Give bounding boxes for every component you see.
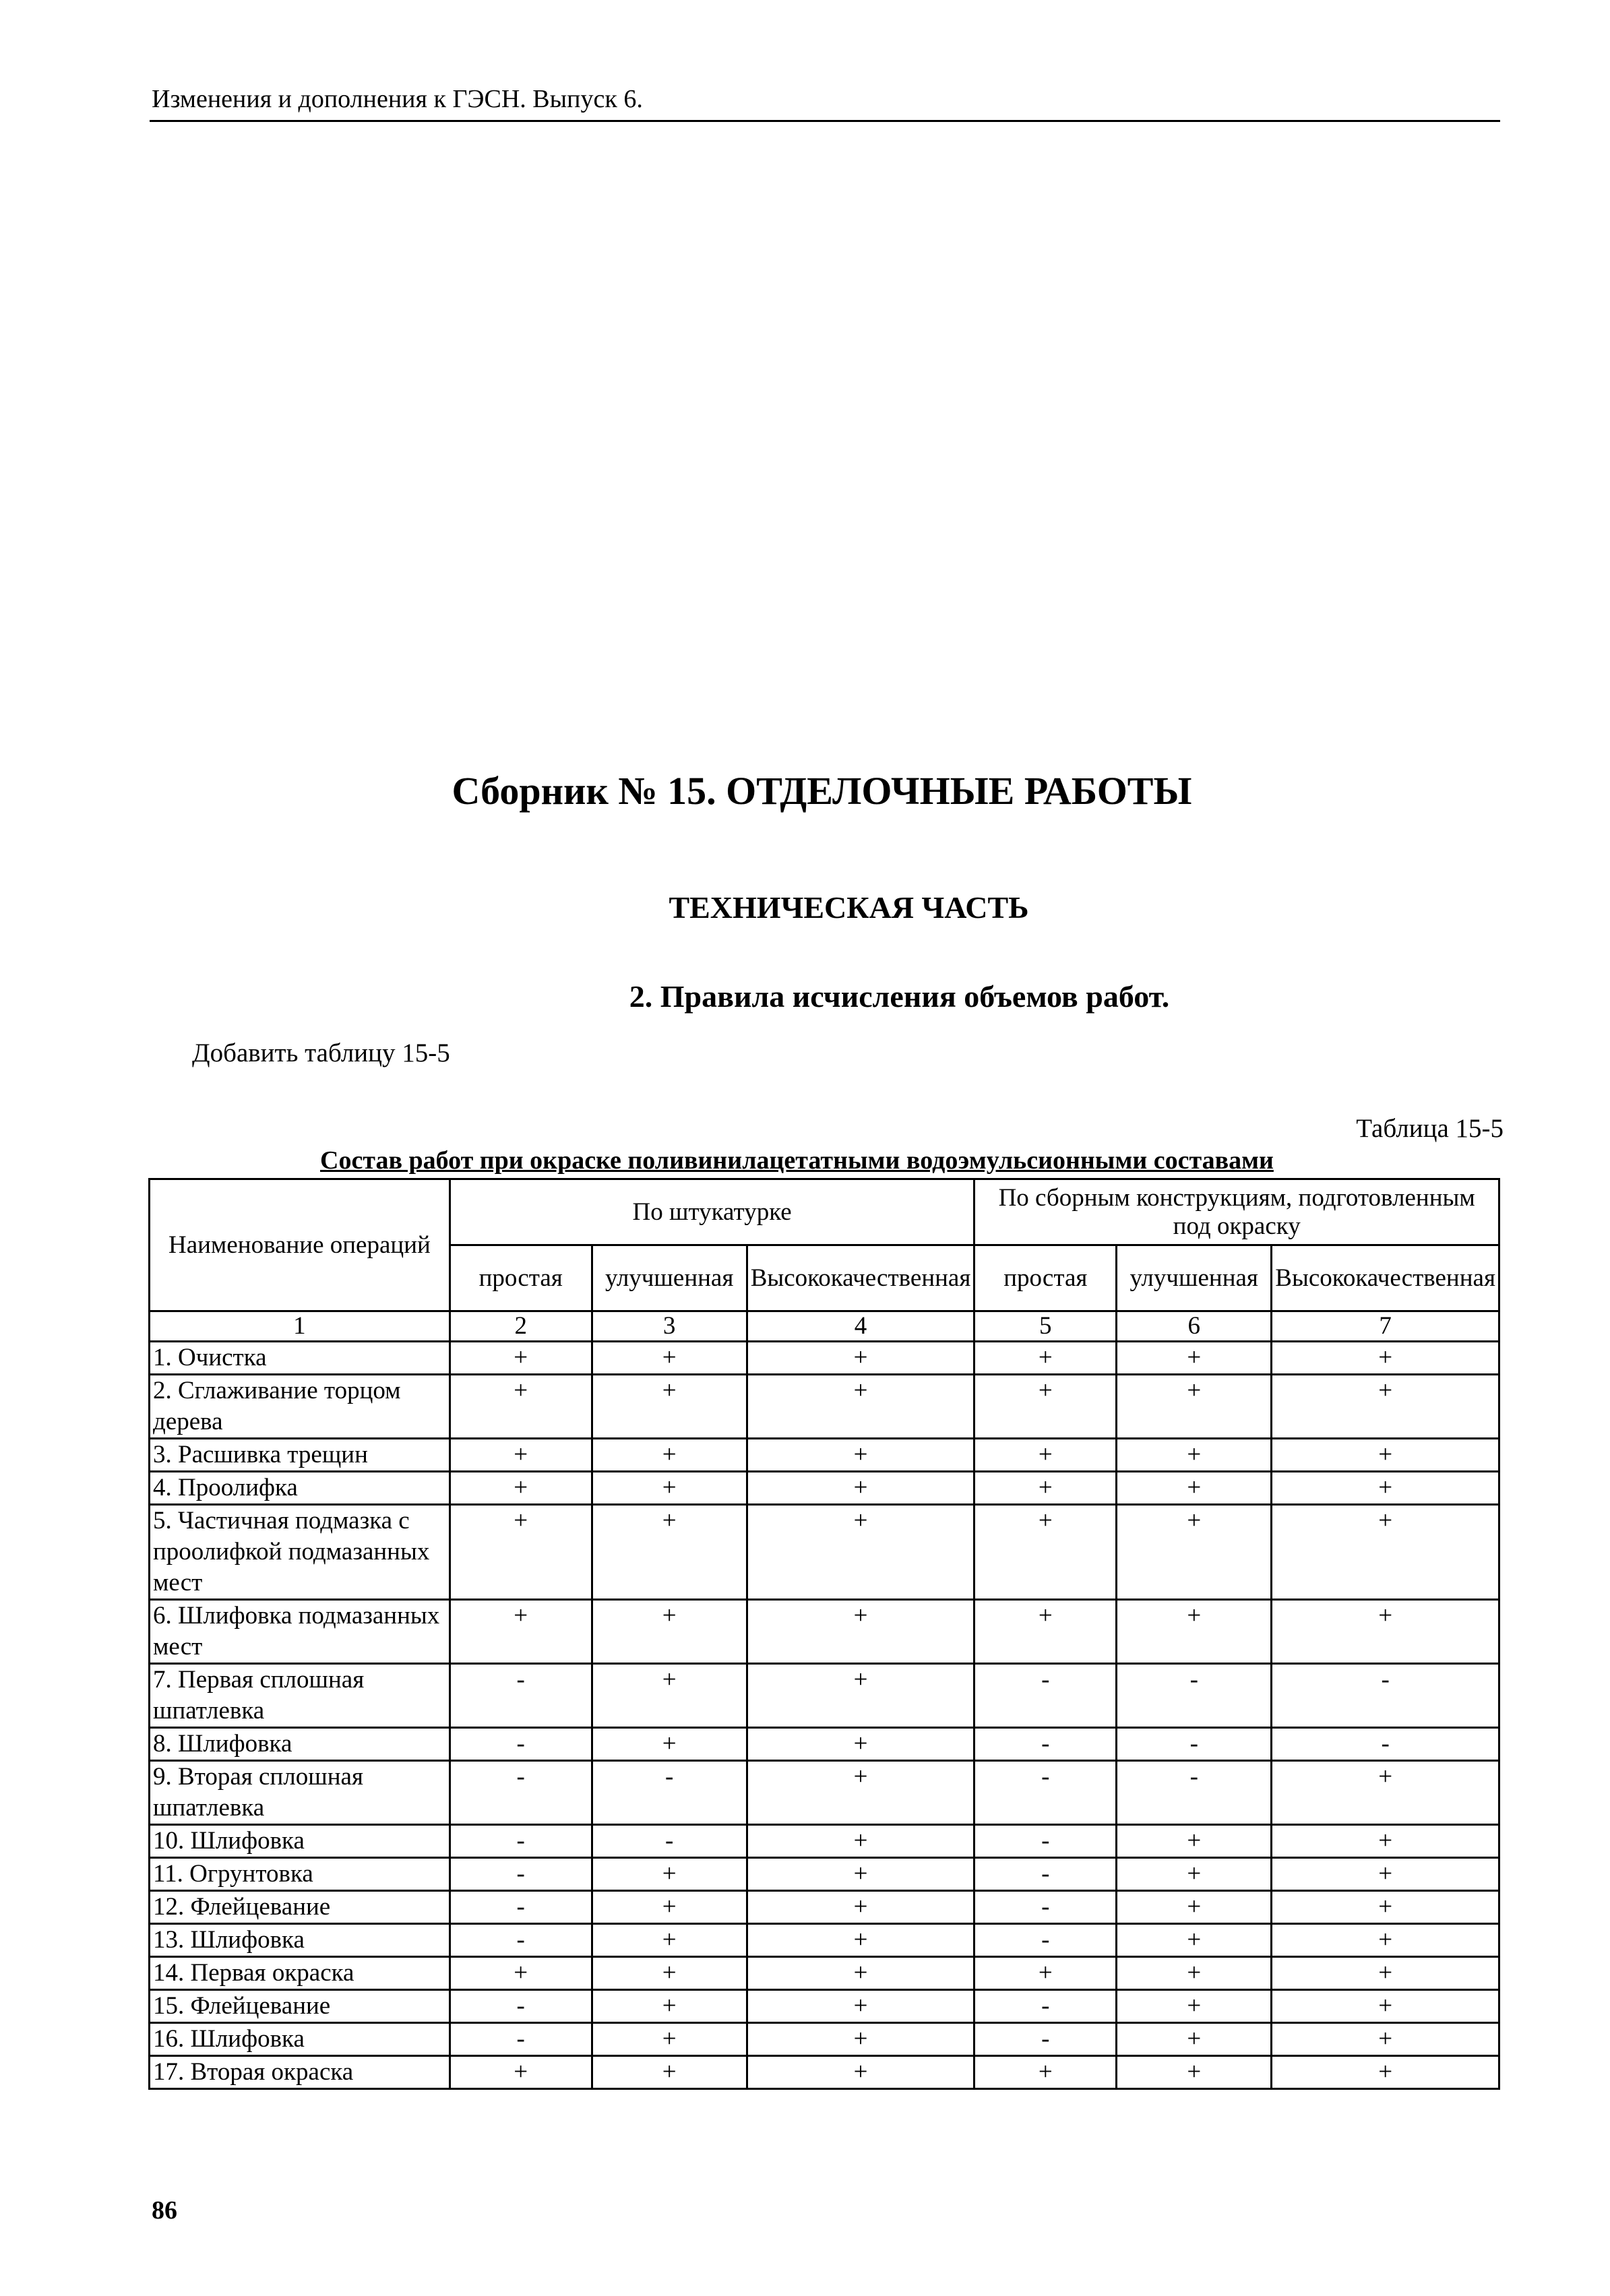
operation-mark: + (974, 2056, 1117, 2089)
header-sub: простая (974, 1245, 1117, 1311)
table-row (150, 1990, 1499, 2023)
operation-mark: + (1117, 1375, 1272, 1439)
operation-mark: + (1117, 1825, 1272, 1858)
operation-mark: + (592, 1990, 747, 2023)
operation-mark: + (747, 2023, 974, 2056)
operation-mark: + (974, 1505, 1117, 1600)
operation-mark: + (747, 1664, 974, 1728)
operation-mark: + (747, 1761, 974, 1825)
operation-mark: + (1117, 2023, 1272, 2056)
operation-mark: + (747, 1990, 974, 2023)
operation-mark: + (1272, 1825, 1499, 1858)
operation-name: 1. Очистка (150, 1342, 450, 1375)
operation-mark: - (1117, 1664, 1272, 1728)
operation-mark: + (1117, 1891, 1272, 1924)
operation-mark: + (1117, 1472, 1272, 1505)
operation-mark: - (1272, 1664, 1499, 1728)
header-sub: улучшенная (592, 1245, 747, 1311)
operation-mark: + (592, 1891, 747, 1924)
operation-mark: + (1272, 2056, 1499, 2089)
operation-mark: + (1272, 1924, 1499, 1957)
operation-name: 16. Шлифовка (150, 2023, 450, 2056)
operation-mark: - (450, 2023, 592, 2056)
column-number: 1 (150, 1311, 450, 1342)
operation-mark: + (450, 1600, 592, 1664)
header-group-plaster: По штукатурке (450, 1179, 974, 1245)
operation-name: 9. Вторая сплошная шпатлевка (150, 1761, 450, 1825)
table-header-row (150, 1179, 1499, 1245)
operation-mark: + (450, 1375, 592, 1439)
operation-name: 13. Шлифовка (150, 1924, 450, 1957)
operation-mark: - (974, 1664, 1117, 1728)
operation-name: 8. Шлифовка (150, 1728, 450, 1761)
operation-mark: + (592, 1472, 747, 1505)
column-number: 5 (974, 1311, 1117, 1342)
operation-mark: - (974, 1728, 1117, 1761)
operation-mark: + (1272, 1858, 1499, 1891)
operation-mark: - (450, 1990, 592, 2023)
table-number-row (150, 1311, 1499, 1342)
header-sub: простая (450, 1245, 592, 1311)
collection-title: Сборник № 15. ОТДЕЛОЧНЫЕ РАБОТЫ (452, 769, 1192, 813)
operation-mark: + (1117, 1858, 1272, 1891)
operation-mark: + (1117, 1342, 1272, 1375)
operation-mark: - (450, 1891, 592, 1924)
operation-mark: + (1117, 1924, 1272, 1957)
operation-mark: + (747, 1375, 974, 1439)
operation-mark: + (974, 1375, 1117, 1439)
operation-mark: + (1272, 1761, 1499, 1825)
operation-name: 15. Флейцевание (150, 1990, 450, 2023)
operation-mark: + (1272, 1957, 1499, 1990)
operation-mark: + (974, 1439, 1117, 1472)
operation-mark: - (450, 1825, 592, 1858)
operation-mark: - (974, 2023, 1117, 2056)
operation-mark: + (747, 1439, 974, 1472)
operation-mark: + (1272, 1375, 1499, 1439)
table-row (150, 1342, 1499, 1375)
table-row (150, 1439, 1499, 1472)
operation-mark: + (1272, 1990, 1499, 2023)
operation-mark: + (974, 1957, 1117, 1990)
operation-name: 12. Флейцевание (150, 1891, 450, 1924)
operation-mark: + (747, 1858, 974, 1891)
header-rule (150, 120, 1500, 122)
column-number: 6 (1117, 1311, 1272, 1342)
operation-mark: + (592, 2056, 747, 2089)
operation-mark: + (747, 2056, 974, 2089)
operation-mark: + (592, 1858, 747, 1891)
table-row (150, 1375, 1499, 1439)
table-row (150, 1858, 1499, 1891)
table-row (150, 1891, 1499, 1924)
operation-mark: + (747, 1891, 974, 1924)
table-row (150, 1957, 1499, 1990)
operation-mark: - (450, 1761, 592, 1825)
operation-mark: + (592, 1375, 747, 1439)
operation-mark: + (592, 2023, 747, 2056)
table-row (150, 1600, 1499, 1664)
operation-mark: + (450, 1472, 592, 1505)
operation-name: 6. Шлифовка подмазанных мест (150, 1600, 450, 1664)
operation-mark: + (1272, 1472, 1499, 1505)
column-number: 2 (450, 1311, 592, 1342)
running-header: Изменения и дополнения к ГЭСН. Выпуск 6. (152, 85, 643, 113)
operation-mark: + (1117, 2056, 1272, 2089)
table-row (150, 2023, 1499, 2056)
operation-mark: - (974, 1858, 1117, 1891)
operation-mark: - (592, 1825, 747, 1858)
table-row (150, 1825, 1499, 1858)
instruction-text: Добавить таблицу 15-5 (192, 1038, 450, 1067)
table-row (150, 1728, 1499, 1761)
operation-mark: + (592, 1924, 747, 1957)
operation-name: 11. Огрунтовка (150, 1858, 450, 1891)
operation-mark: + (974, 1600, 1117, 1664)
operation-mark: + (1272, 1439, 1499, 1472)
operation-name: 14. Первая окраска (150, 1957, 450, 1990)
operation-mark: + (747, 1728, 974, 1761)
operation-mark: + (747, 1342, 974, 1375)
operation-mark: - (450, 1924, 592, 1957)
operation-mark: - (450, 1728, 592, 1761)
operation-mark: - (974, 1891, 1117, 1924)
operation-mark: + (450, 1342, 592, 1375)
operation-mark: + (1117, 1990, 1272, 2023)
operation-mark: - (592, 1761, 747, 1825)
operation-mark: + (974, 1472, 1117, 1505)
operation-mark: + (747, 1924, 974, 1957)
operation-mark: + (592, 1439, 747, 1472)
operation-mark: + (747, 1957, 974, 1990)
operation-mark: - (974, 1825, 1117, 1858)
operation-mark: + (450, 1957, 592, 1990)
operation-mark: + (974, 1342, 1117, 1375)
operation-mark: + (747, 1505, 974, 1600)
table-caption: Состав работ при окраске поливинилацетатными водоэмульсионными составами (320, 1146, 1274, 1175)
table-body (150, 1342, 1499, 2089)
header-operation-name: Наименование операций (150, 1179, 450, 1311)
operation-mark: + (592, 1664, 747, 1728)
operation-mark: + (450, 1439, 592, 1472)
operation-name: 7. Первая сплошная шпатлевка (150, 1664, 450, 1728)
operation-mark: - (1117, 1761, 1272, 1825)
operation-mark: + (1272, 1891, 1499, 1924)
operation-mark: + (592, 1600, 747, 1664)
operation-mark: + (1117, 1439, 1272, 1472)
operation-mark: - (974, 1990, 1117, 2023)
table-row (150, 1505, 1499, 1600)
table-row (150, 1924, 1499, 1957)
operation-mark: - (974, 1761, 1117, 1825)
header-group-prefab: По сборным конструкциям, подготовленным под окраску (974, 1179, 1499, 1245)
operation-name: 2. Сглаживание торцом дерева (150, 1375, 450, 1439)
operation-mark: - (1117, 1728, 1272, 1761)
table-row (150, 1761, 1499, 1825)
header-sub: улучшенная (1117, 1245, 1272, 1311)
operation-mark: + (450, 2056, 592, 2089)
section-title: 2. Правила исчисления объемов работ. (629, 979, 1170, 1014)
operation-mark: + (747, 1472, 974, 1505)
operation-mark: + (1272, 1600, 1499, 1664)
operation-mark: - (1272, 1728, 1499, 1761)
operation-mark: - (450, 1858, 592, 1891)
operation-mark: - (450, 1664, 592, 1728)
table-row (150, 1664, 1499, 1728)
table-row (150, 2056, 1499, 2089)
table-label: Таблица 15-5 (1356, 1114, 1504, 1143)
operation-mark: + (747, 1825, 974, 1858)
operation-mark: + (1272, 1342, 1499, 1375)
column-number: 4 (747, 1311, 974, 1342)
operation-mark: + (1117, 1505, 1272, 1600)
operations-table (148, 1178, 1500, 2090)
operation-mark: + (592, 1728, 747, 1761)
page-number: 86 (152, 2196, 177, 2225)
operation-mark: + (1117, 1600, 1272, 1664)
operation-name: 3. Расшивка трещин (150, 1439, 450, 1472)
header-sub: Высококачественная (747, 1245, 974, 1311)
operation-mark: - (974, 1924, 1117, 1957)
operation-mark: + (1272, 1505, 1499, 1600)
operation-mark: + (592, 1957, 747, 1990)
table-row (150, 1472, 1499, 1505)
column-number: 3 (592, 1311, 747, 1342)
part-title: ТЕХНИЧЕСКАЯ ЧАСТЬ (669, 890, 1029, 925)
operation-name: 4. Проолифка (150, 1472, 450, 1505)
operation-mark: + (592, 1505, 747, 1600)
operation-mark: + (1272, 2023, 1499, 2056)
operation-mark: + (450, 1505, 592, 1600)
operation-mark: + (592, 1342, 747, 1375)
operation-name: 17. Вторая окраска (150, 2056, 450, 2089)
operation-name: 10. Шлифовка (150, 1825, 450, 1858)
operation-mark: + (747, 1600, 974, 1664)
operation-mark: + (1117, 1957, 1272, 1990)
column-number: 7 (1272, 1311, 1499, 1342)
header-sub: Высококачественная (1272, 1245, 1499, 1311)
operation-name: 5. Частичная подмазка с проолифкой подмазанных мест (150, 1505, 450, 1600)
